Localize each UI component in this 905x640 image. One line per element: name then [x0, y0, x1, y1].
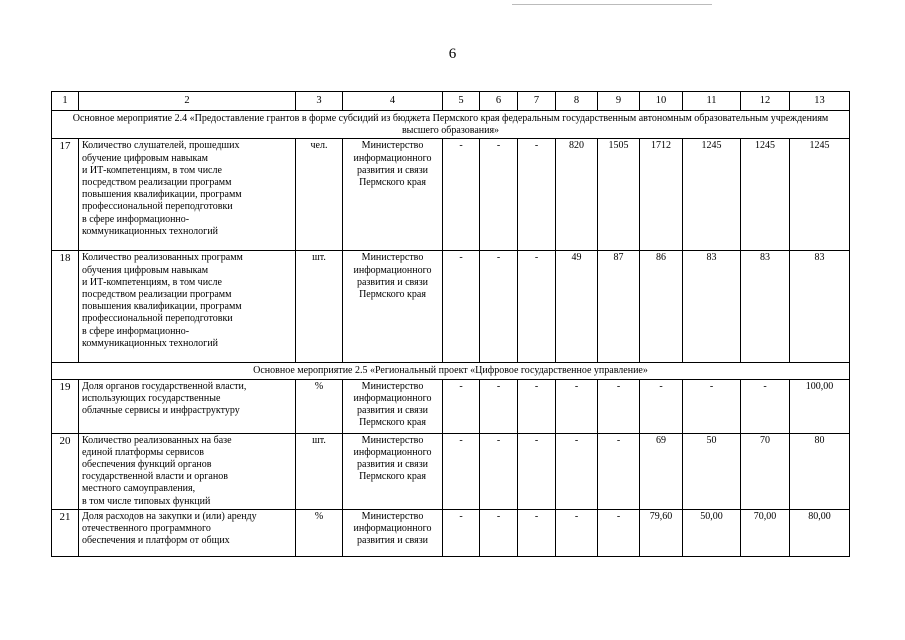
scan-top-line [512, 4, 712, 5]
value-cell: 70,00 [741, 509, 790, 556]
header-cell: 3 [296, 92, 343, 111]
row-number: 19 [52, 379, 79, 433]
unit-cell: чел. [296, 139, 343, 251]
header-cell: 10 [640, 92, 683, 111]
value-cell: 83 [790, 251, 850, 363]
section-heading: Основное мероприятие 2.5 «Региональный проект «Цифровое государственное управление» [52, 363, 850, 379]
value-cell: - [640, 379, 683, 433]
responsible-org: Министерство информационного развития и связи Пермского края [343, 379, 443, 433]
section-heading: Основное мероприятие 2.4 «Предоставление грантов в форме субсидий из бюджета Пермского края федеральным государственным автономным образовательным учреждениям высшего образования» [52, 111, 850, 139]
value-cell: 50 [683, 433, 741, 509]
value-cell: 1245 [683, 139, 741, 251]
value-cell: 50,00 [683, 509, 741, 556]
value-cell: 1245 [741, 139, 790, 251]
header-cell: 6 [480, 92, 518, 111]
value-cell: - [598, 433, 640, 509]
value-cell: - [683, 379, 741, 433]
table-row [52, 433, 850, 509]
header-cell: 11 [683, 92, 741, 111]
indicator-name: Доля расходов на закупки и (или) аренду отечественного программного обеспечения и платформ от общих [79, 509, 296, 556]
value-cell: - [443, 379, 480, 433]
indicators-table [51, 91, 850, 557]
value-cell: 69 [640, 433, 683, 509]
value-cell: 80 [790, 433, 850, 509]
header-cell: 2 [79, 92, 296, 111]
header-cell: 8 [556, 92, 598, 111]
value-cell: 86 [640, 251, 683, 363]
value-cell: - [518, 509, 556, 556]
value-cell: 70 [741, 433, 790, 509]
value-cell: 820 [556, 139, 598, 251]
indicator-name: Доля органов государственной власти, использующих государственные облачные сервисы и инфраструктуру [79, 379, 296, 433]
unit-cell: % [296, 509, 343, 556]
value-cell: - [598, 379, 640, 433]
value-cell: - [480, 139, 518, 251]
table-row [52, 379, 850, 433]
value-cell: 87 [598, 251, 640, 363]
value-cell: 79,60 [640, 509, 683, 556]
row-number: 21 [52, 509, 79, 556]
header-cell: 7 [518, 92, 556, 111]
header-cell: 12 [741, 92, 790, 111]
table-row [52, 139, 850, 251]
value-cell: 49 [556, 251, 598, 363]
header-row [52, 92, 850, 111]
indicator-name: Количество реализованных программ обучения цифровым навыкам и ИТ-компетенциям, в том числе посредством реализации программ повышения квалификации, программ профессиональной переподготовки в сфере информационно- коммуникационных технологий [79, 251, 296, 363]
header-cell: 9 [598, 92, 640, 111]
header-cell: 5 [443, 92, 480, 111]
value-cell: - [443, 509, 480, 556]
unit-cell: шт. [296, 251, 343, 363]
responsible-org: Министерство информационного развития и связи Пермского края [343, 139, 443, 251]
page-number: 6 [448, 46, 457, 62]
section-heading-row [52, 363, 850, 379]
header-cell: 13 [790, 92, 850, 111]
indicator-name: Количество реализованных на базе единой платформы сервисов обеспечения функций органов государственной власти и органов местного самоуправления, в том числе типовых функций [79, 433, 296, 509]
responsible-org: Министерство информационного развития и связи Пермского края [343, 251, 443, 363]
value-cell: - [443, 139, 480, 251]
value-cell: 1712 [640, 139, 683, 251]
unit-cell: % [296, 379, 343, 433]
value-cell: 80,00 [790, 509, 850, 556]
responsible-org: Министерство информационного развития и связи [343, 509, 443, 556]
value-cell: - [518, 433, 556, 509]
value-cell: - [443, 433, 480, 509]
row-number: 17 [52, 139, 79, 251]
value-cell: - [556, 379, 598, 433]
value-cell: - [556, 433, 598, 509]
value-cell: 83 [741, 251, 790, 363]
unit-cell: шт. [296, 433, 343, 509]
value-cell: - [480, 251, 518, 363]
indicator-name: Количество слушателей, прошедших обучение цифровым навыкам и ИТ-компетенциям, в том числе посредством реализации программ повышения квалификации, программ профессиональной переподготовки в сфере информационно- коммуникационных технологий [79, 139, 296, 251]
table-row [52, 251, 850, 363]
value-cell: 100,00 [790, 379, 850, 433]
table-row [52, 509, 850, 556]
header-cell: 4 [343, 92, 443, 111]
value-cell: 83 [683, 251, 741, 363]
row-number: 20 [52, 433, 79, 509]
value-cell: - [480, 433, 518, 509]
value-cell: - [598, 509, 640, 556]
value-cell: - [480, 509, 518, 556]
value-cell: - [556, 509, 598, 556]
value-cell: - [518, 251, 556, 363]
header-cell: 1 [52, 92, 79, 111]
value-cell: - [518, 139, 556, 251]
value-cell: 1245 [790, 139, 850, 251]
value-cell: - [480, 379, 518, 433]
responsible-org: Министерство информационного развития и связи Пермского края [343, 433, 443, 509]
value-cell: - [741, 379, 790, 433]
value-cell: - [443, 251, 480, 363]
table-body [52, 92, 850, 557]
value-cell: 1505 [598, 139, 640, 251]
row-number: 18 [52, 251, 79, 363]
section-heading-row [52, 111, 850, 139]
value-cell: - [518, 379, 556, 433]
